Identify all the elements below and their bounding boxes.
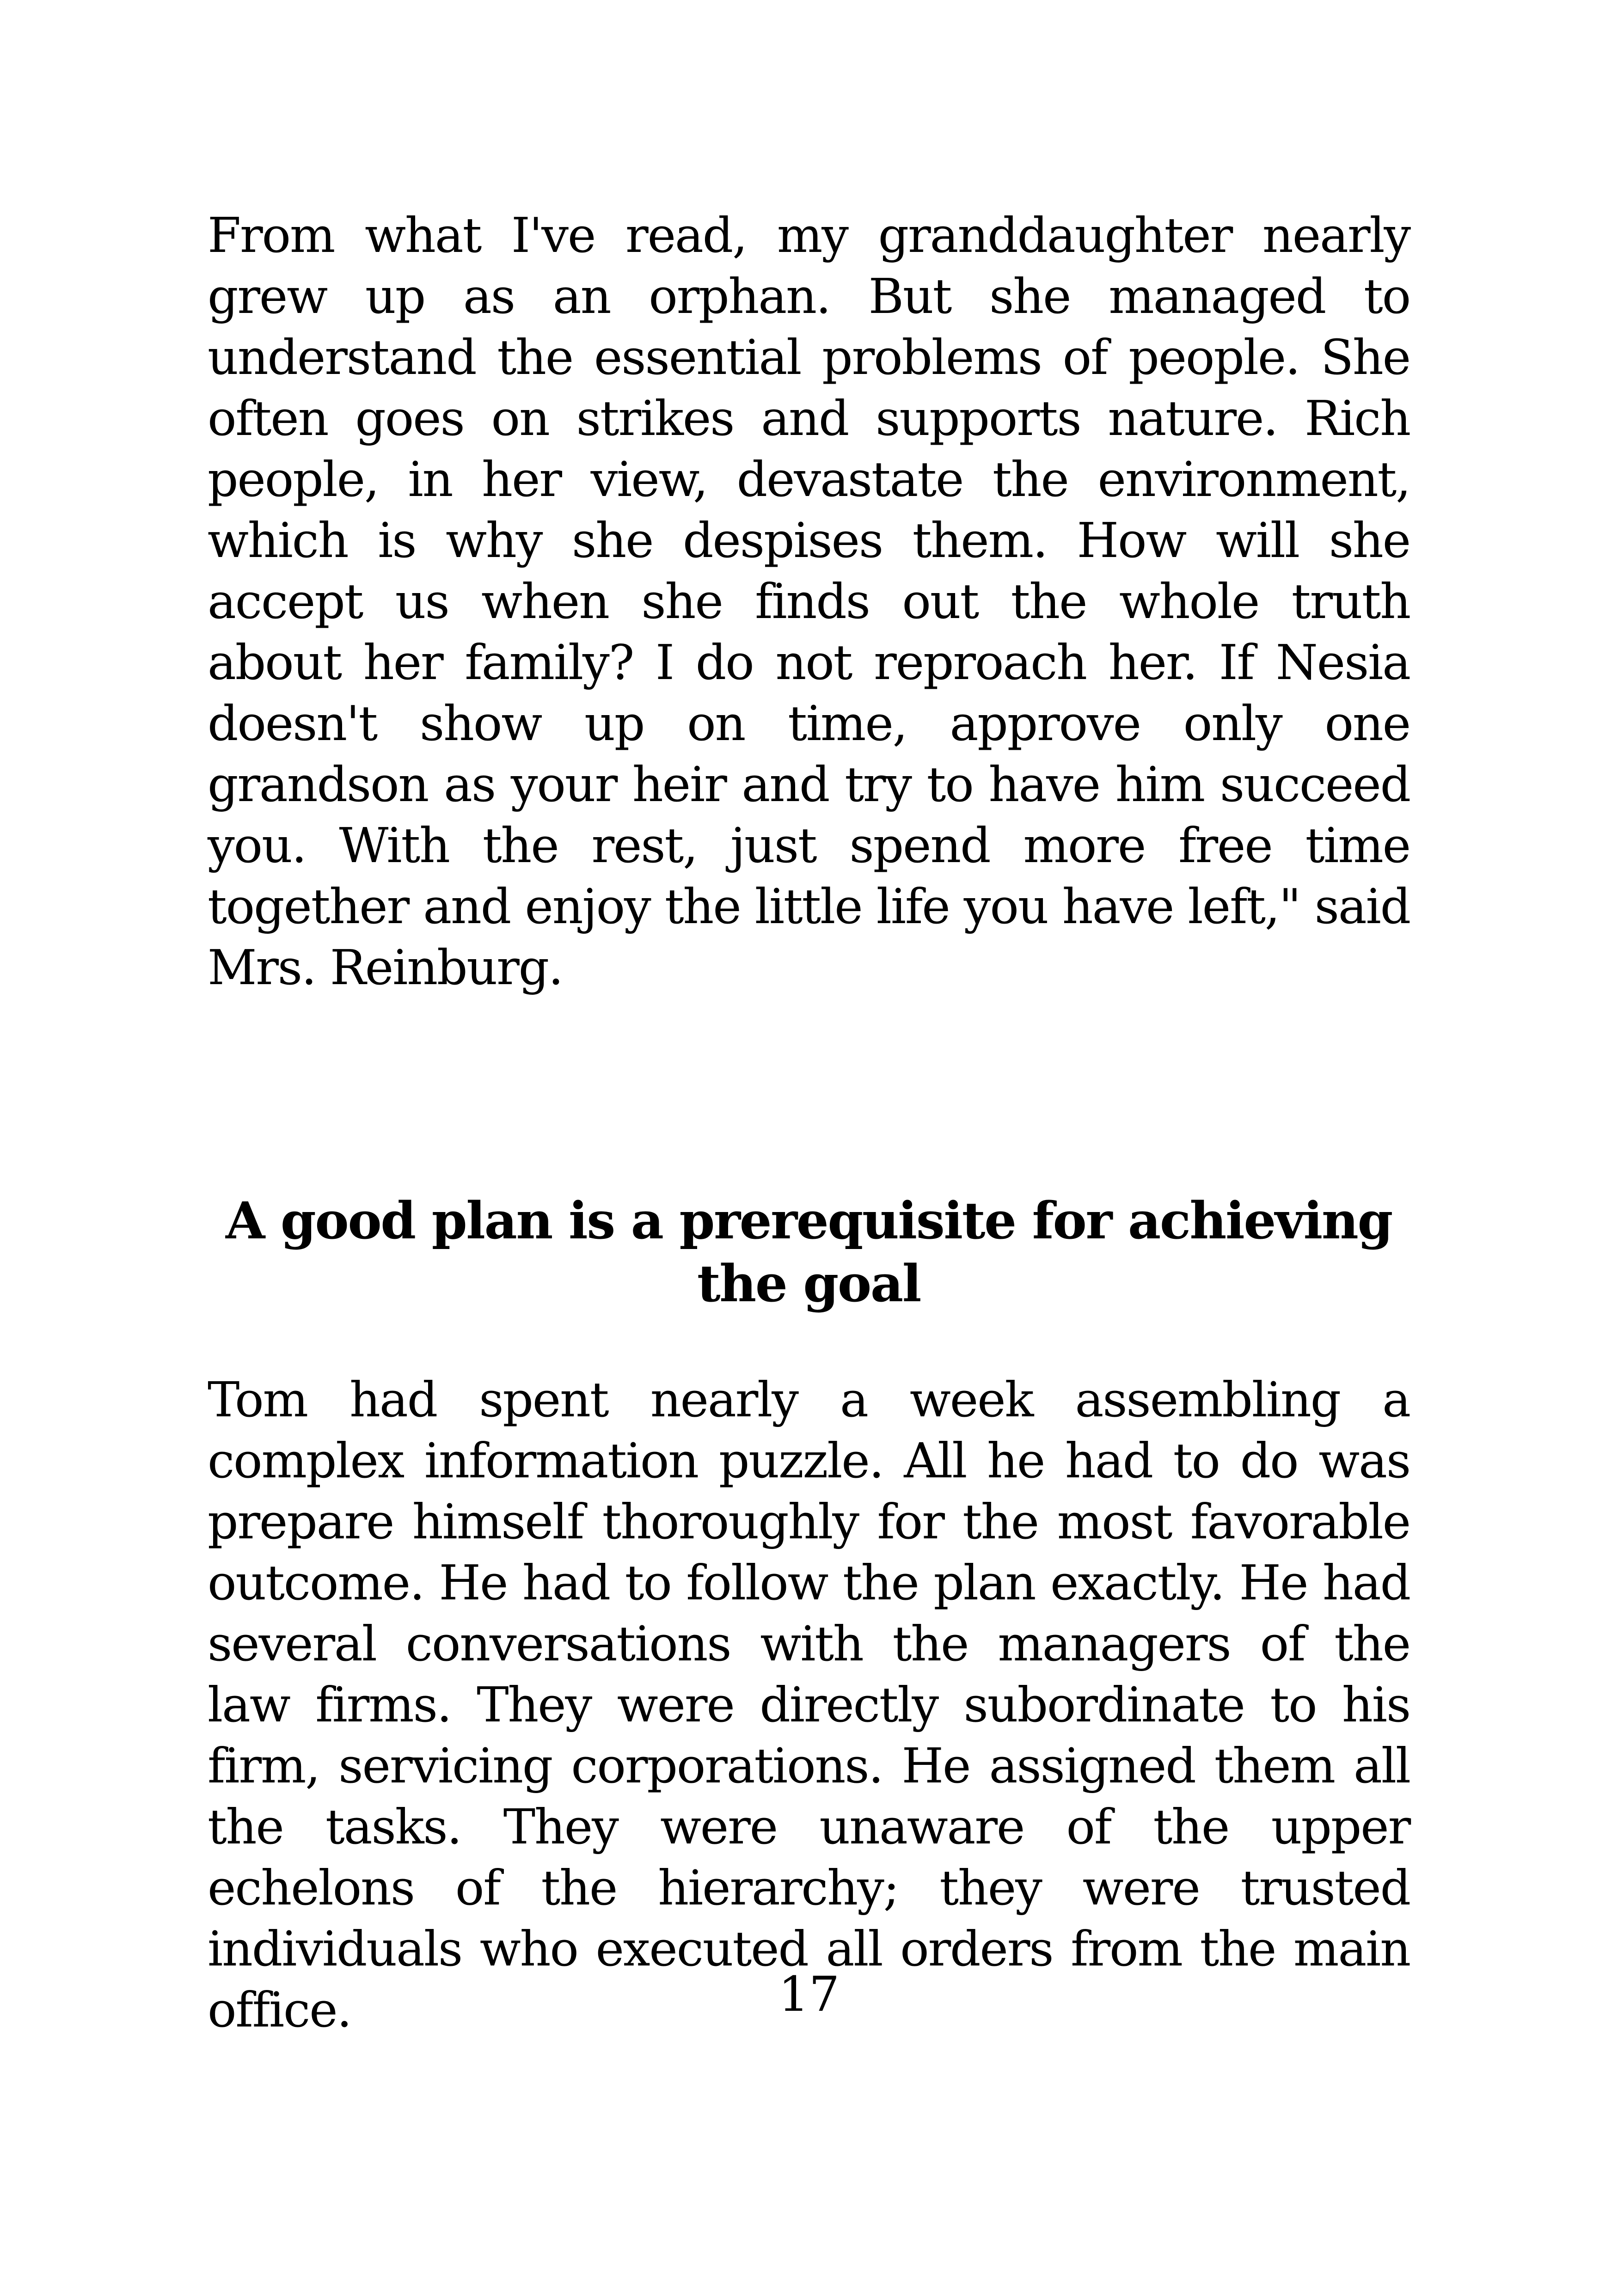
chapter-heading: A good plan is a prerequisite for achieving the goal: [226, 1191, 1392, 1313]
body-paragraph-1: From what I've read, my granddaughter nearly grew up as an orphan. But she managed to understand the essential problems of people. She often goes on strikes and supports nature. Rich people, in her view, devastate the environment, which is why she despises them. How will she accept us when she finds out the whole truth about her family? I do not reproach her. If Nesia doesn't show up on time, approve only one grandson as your heir and try to have him succeed you. With the rest, just spend more free time together and enjoy the little life you have left," said Mrs. Reinburg.: [208, 207, 1410, 996]
page-number: 17: [778, 1966, 840, 2022]
body-paragraph-2: Tom had spent nearly a week assembling a complex information puzzle. All he had to do was prepare himself thoroughly for the most favorable outcome. He had to follow the plan exactly. He had several conversations with the managers of the law firms. They were directly subordinate to his firm, servicing corporations. He assigned them all the tasks. They were unaware of the upper echelons of the hierarchy; they were trusted individuals who executed all orders from the main office.: [208, 1371, 1410, 2038]
